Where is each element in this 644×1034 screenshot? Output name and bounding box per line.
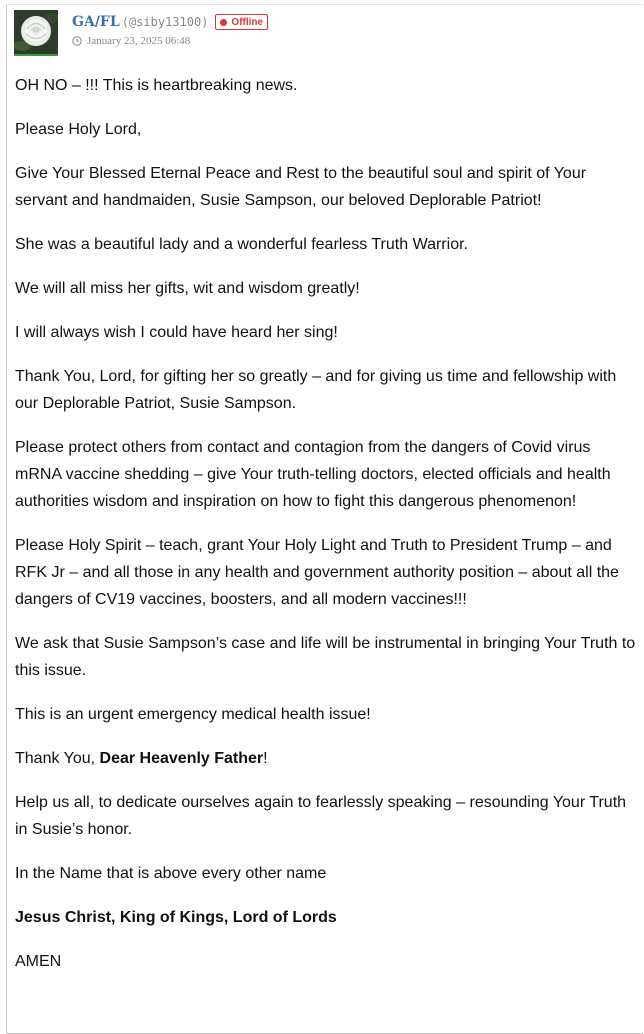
- post-timestamp[interactable]: January 23, 2025 06:48: [87, 35, 191, 47]
- thanks-suffix: !: [263, 750, 268, 767]
- paragraph: We ask that Susie Sampson’s case and life will be instrumental in bringing Your Truth to this issue.: [15, 635, 636, 679]
- date-line: [72, 33, 632, 49]
- paragraph: Thank You, Lord, for gifting her so greatly – and for giving us time and fellowship with our Deplorable Patriot, Susie Sampson.: [15, 368, 617, 412]
- paragraph: Please Holy Spirit – teach, grant Your Holy Light and Truth to President Trump – and RFK Jr – and all those in any health and government authority position – about all the dangers of CV19 vaccines, boosters, and all modern vaccines!!!: [15, 537, 619, 608]
- paragraph: This is an urgent emergency medical health issue!: [15, 706, 371, 723]
- paragraph: I will always wish I could have heard her sing!: [15, 324, 338, 341]
- thanks-bold: Dear Heavenly Father: [99, 750, 264, 767]
- paragraph: Please protect others from contact and contagion from the dangers of Covid virus mRNA vaccine shedding – give Your truth-telling doctors, elected officials and health authorities wisdom and inspiration on how to fight this dangerous phenomenon!: [15, 439, 611, 510]
- author-name[interactable]: GA/FL: [72, 14, 120, 30]
- clock-icon: [72, 36, 82, 46]
- paragraph: In the Name that is above every other name: [15, 865, 327, 882]
- author-handle: (@siby13100): [121, 15, 209, 29]
- thanks-prefix: Thank You,: [15, 750, 100, 767]
- status-label: Offline: [231, 16, 264, 28]
- post-header: [14, 10, 634, 56]
- paragraph: Please Holy Lord,: [15, 121, 142, 138]
- status-dot-icon: [220, 19, 227, 26]
- status-badge: [215, 14, 268, 30]
- author-line: [72, 12, 632, 32]
- paragraph: Help us all, to dedicate ourselves again to fearlessly speaking – resounding Your Truth in Susie’s honor.: [15, 794, 627, 838]
- closing-bold: [15, 904, 637, 931]
- post-meta: [72, 12, 632, 49]
- paragraph: She was a beautiful lady and a wonderful fearless Truth Warrior.: [15, 236, 468, 253]
- paragraph: We will all miss her gifts, wit and wisdom greatly!: [15, 280, 360, 297]
- white-rose-avatar-icon: [14, 10, 58, 54]
- avatar[interactable]: [14, 10, 58, 56]
- paragraph: Give Your Blessed Eternal Peace and Rest to the beautiful soul and spirit of Your servant and handmaiden, Susie Sampson, our beloved Deplorable Patriot!: [15, 165, 587, 209]
- amen-paragraph: AMEN: [15, 953, 62, 970]
- post-body: [15, 72, 637, 992]
- paragraph: OH NO – !!! This is heartbreaking news.: [15, 77, 298, 94]
- thanks-paragraph: [15, 745, 637, 772]
- closing-bold-text: Jesus Christ, King of Kings, Lord of Lords: [15, 909, 337, 926]
